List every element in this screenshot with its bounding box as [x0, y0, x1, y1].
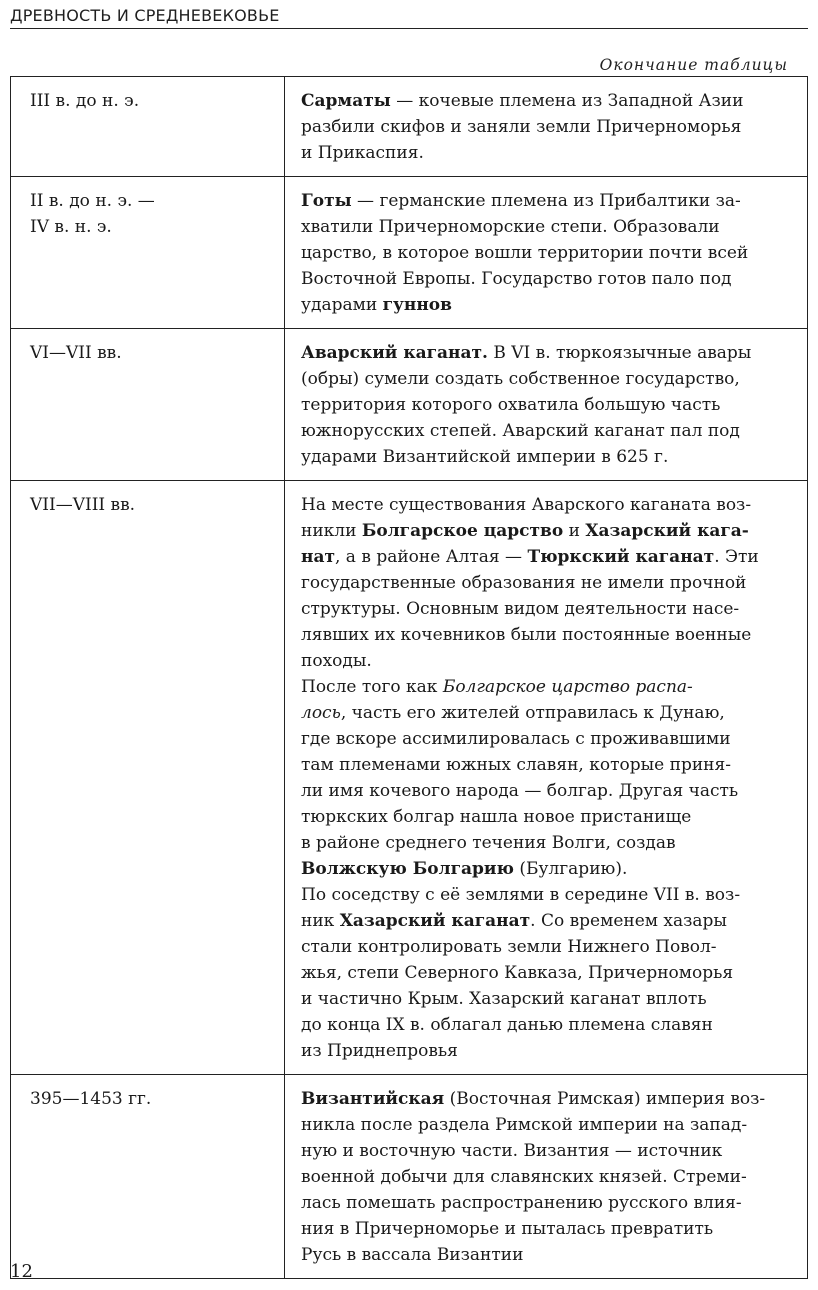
description-line — [301, 700, 799, 726]
text-run: хватили Причерноморские степи. Образовали — [301, 217, 720, 237]
description-line — [301, 934, 799, 960]
bold-term: Сарматы — [301, 91, 391, 111]
period-line: VII—VIII вв. — [30, 495, 136, 515]
description-line — [301, 830, 799, 856]
text-run: лявших их кочевников были постоянные военные — [301, 625, 752, 645]
text-run: походы. — [301, 651, 372, 671]
description-line — [301, 856, 799, 882]
description-line — [301, 1164, 799, 1190]
italic-term: лось — [301, 703, 341, 723]
text-run: жья, степи Северного Кавказа, Причерноморья — [301, 963, 734, 983]
text-run: тюркских болгар нашла новое пристанище — [301, 807, 692, 827]
text-run: царство, в которое вошли территории почти всей — [301, 243, 749, 263]
description-line — [301, 1190, 799, 1216]
description-line — [301, 214, 799, 240]
text-run: ник — [301, 911, 340, 931]
description-line — [301, 1216, 799, 1242]
period-line: IV в. н. э. — [30, 217, 112, 237]
description-line — [301, 804, 799, 830]
description-line — [301, 292, 799, 318]
table-row — [11, 177, 808, 329]
bold-term: Болгарское царство — [361, 521, 564, 541]
text-run: — германские племена из Прибалтики за- — [351, 191, 741, 211]
description-line — [301, 140, 799, 166]
text-run: там племенами южных славян, которые приня- — [301, 755, 731, 775]
period-cell — [11, 329, 285, 481]
text-run: стали контролировать земли Нижнего Повол- — [301, 937, 717, 957]
description-line — [301, 778, 799, 804]
text-run: государственные образования не имели прочной — [301, 573, 747, 593]
text-run: южнорусских степей. Аварский каганат пал под — [301, 421, 740, 441]
text-run: ли имя кочевого народа — болгар. Другая часть — [301, 781, 739, 801]
bold-term: Готы — [301, 191, 352, 211]
text-run: (обры) сумели создать собственное государство, — [301, 369, 740, 389]
description-cell — [285, 177, 808, 329]
bold-term: нат — [301, 547, 335, 567]
description-line — [301, 492, 799, 518]
text-run: где вскоре ассимилировалась с проживавшими — [301, 729, 731, 749]
description-line — [301, 392, 799, 418]
description-line — [301, 114, 799, 140]
description-line — [301, 1012, 799, 1038]
description-line — [301, 986, 799, 1012]
page-number: 12 — [10, 1261, 33, 1282]
text-run: никли — [301, 521, 362, 541]
running-head: ДРЕВНОСТЬ И СРЕДНЕВЕКОВЬЕ — [10, 6, 808, 29]
text-run: и — [563, 521, 586, 541]
table-caption: Окончание таблицы — [599, 56, 788, 74]
description-line — [301, 1086, 799, 1112]
period-line: 395—1453 гг. — [30, 1089, 152, 1109]
text-run: В VI в. тюркоязычные авары — [487, 343, 752, 363]
period-cell — [11, 1075, 285, 1279]
description-line — [301, 518, 799, 544]
text-run: После того как — [301, 677, 443, 697]
description-line — [301, 908, 799, 934]
description-line — [301, 1038, 799, 1064]
description-line — [301, 240, 799, 266]
text-run: и частично Крым. Хазарский каганат вплоть — [301, 989, 707, 1009]
bold-term: гуннов — [382, 295, 452, 315]
text-run: По соседству с её землями в середине VII в. воз- — [301, 885, 741, 905]
text-run: в районе среднего течения Волги, создав — [301, 833, 676, 853]
description-line — [301, 444, 799, 470]
text-run: военной добычи для славянских князей. Стреми- — [301, 1167, 747, 1187]
text-run: структуры. Основным видом деятельности насе- — [301, 599, 740, 619]
bold-term: Хазарский кага- — [585, 521, 749, 541]
period-line: VI—VII вв. — [30, 343, 122, 363]
period-cell — [11, 481, 285, 1075]
bold-term: Хазарский каганат — [339, 911, 531, 931]
text-run: и Прикаспия. — [301, 143, 424, 163]
text-run: Восточной Европы. Государство готов пало под — [301, 269, 732, 289]
text-run: никла после раздела Римской империи на запад- — [301, 1115, 748, 1135]
period-line: III в. до н. э. — [30, 91, 140, 111]
table-row — [11, 481, 808, 1075]
description-line — [301, 622, 799, 648]
description-line — [301, 570, 799, 596]
italic-term: Болгарское царство распа- — [442, 677, 693, 697]
chronology-table — [10, 76, 808, 1279]
description-line — [301, 960, 799, 986]
text-run: ударами Византийской империи в 625 г. — [301, 447, 669, 467]
description-cell — [285, 481, 808, 1075]
text-run: (Булгарию). — [513, 859, 628, 879]
period-cell — [11, 177, 285, 329]
text-run: ную и восточную части. Византия — источник — [301, 1141, 723, 1161]
period-cell — [11, 77, 285, 177]
table-row — [11, 77, 808, 177]
description-line — [301, 882, 799, 908]
text-run: лась помешать распространению русского влия- — [301, 1193, 742, 1213]
bold-term: Волжскую Болгарию — [301, 859, 514, 879]
text-run: разбили скифов и заняли земли Причерноморья — [301, 117, 742, 137]
text-run: территория которого охватила большую часть — [301, 395, 721, 415]
description-line — [301, 88, 799, 114]
description-line — [301, 418, 799, 444]
bold-term: Тюркский каганат — [527, 547, 715, 567]
text-run: На месте существования Аварского каганата воз- — [301, 495, 752, 515]
bold-term: Византийская — [301, 1089, 445, 1109]
description-line — [301, 266, 799, 292]
text-run: . Со временем хазары — [530, 911, 727, 931]
description-cell — [285, 77, 808, 177]
description-line — [301, 726, 799, 752]
description-line — [301, 366, 799, 392]
description-cell — [285, 329, 808, 481]
text-run: ния в Причерноморье и пыталась превратить — [301, 1219, 714, 1239]
table-row — [11, 329, 808, 481]
description-line — [301, 544, 799, 570]
table-body — [11, 77, 808, 1279]
description-line — [301, 1138, 799, 1164]
text-run: , а в районе Алтая — — [335, 547, 528, 567]
description-line — [301, 674, 799, 700]
table-row — [11, 1075, 808, 1279]
period-line: II в. до н. э. — — [30, 191, 155, 211]
text-run: , часть его жителей отправилась к Дунаю, — [340, 703, 725, 723]
bold-term: Аварский каганат. — [301, 343, 488, 363]
text-run: Русь в вассала Византии — [301, 1245, 524, 1265]
description-line — [301, 752, 799, 778]
description-line — [301, 596, 799, 622]
description-line — [301, 648, 799, 674]
text-run: (Восточная Римская) империя воз- — [444, 1089, 766, 1109]
text-run: . Эти — [714, 547, 759, 567]
text-run: из Приднепровья — [301, 1041, 458, 1061]
description-line — [301, 188, 799, 214]
description-line — [301, 1242, 799, 1268]
text-run: до конца IX в. облагал данью племена славян — [301, 1015, 713, 1035]
description-line — [301, 340, 799, 366]
text-run: ударами — [301, 295, 383, 315]
description-line — [301, 1112, 799, 1138]
description-cell — [285, 1075, 808, 1279]
text-run: — кочевые племена из Западной Азии — [390, 91, 744, 111]
